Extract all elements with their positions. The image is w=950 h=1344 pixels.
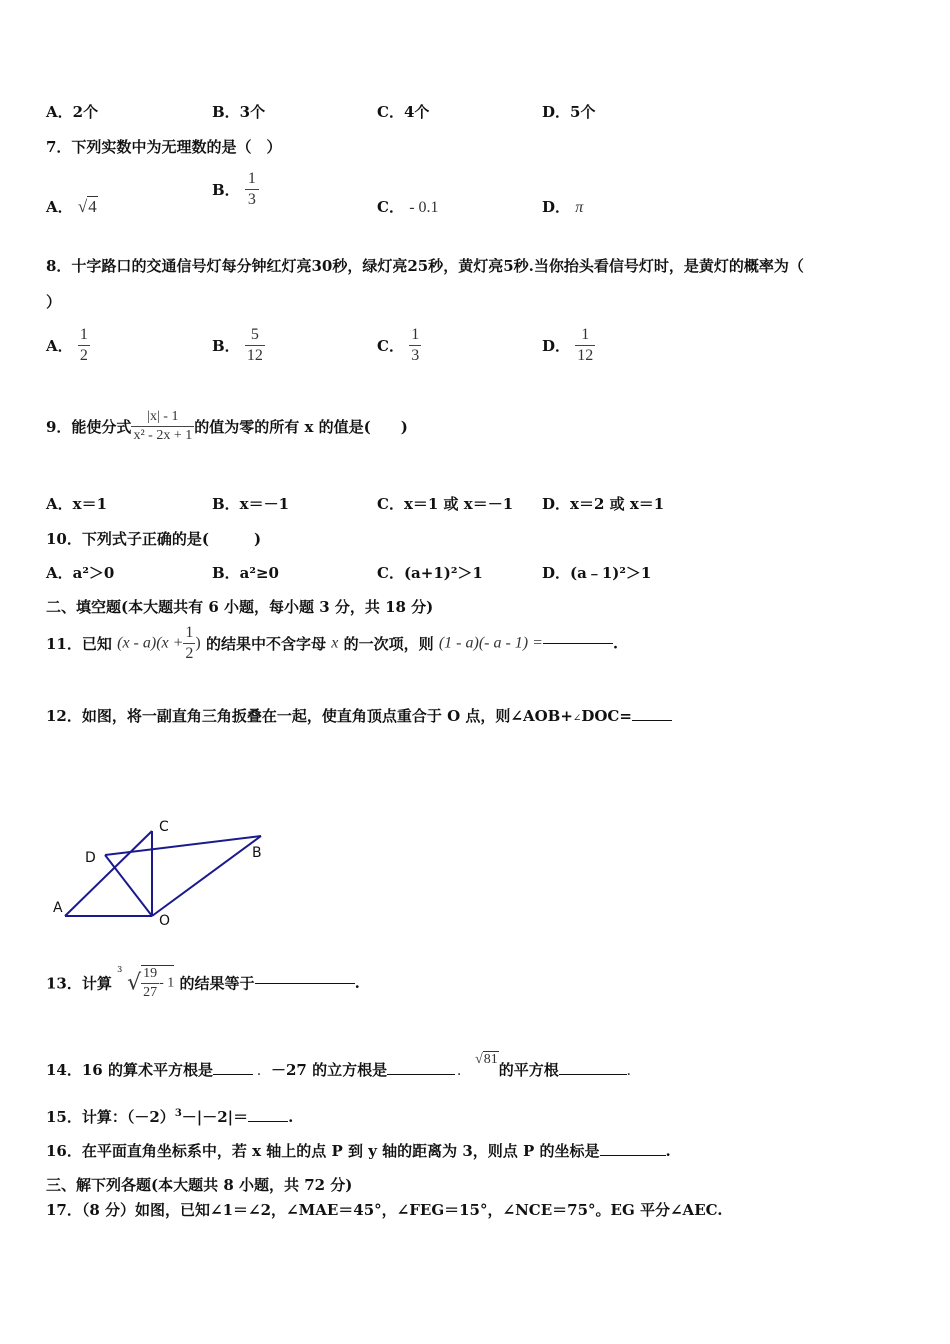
q13-answer-blank[interactable] — [255, 983, 355, 984]
q15-end: . — [288, 1108, 294, 1126]
line-DO — [105, 855, 152, 916]
q7-option-d — [542, 196, 583, 217]
q7-d-value: π — [575, 199, 584, 216]
q14-dot2: . — [457, 1062, 462, 1079]
q12-answer-blank[interactable] — [632, 720, 672, 721]
q15-exp: 3 — [174, 1108, 182, 1119]
q7-c-label: C． — [377, 198, 404, 216]
q11-expr1: (x - a)(x + — [117, 634, 184, 652]
q11-expr1-end: ) — [195, 634, 201, 652]
q16-answer-blank[interactable] — [600, 1155, 666, 1156]
q13-root-index: 3 — [117, 965, 123, 974]
q8-c-num: 1 — [409, 326, 421, 346]
q10-option-c: C．(a+1)²＞1 — [377, 564, 483, 582]
q15-answer-blank[interactable] — [248, 1121, 288, 1122]
q13-frac-den: 27 — [143, 985, 158, 1000]
q13-minus-one: - 1 — [159, 975, 175, 991]
q6-option-b: B．3个 — [212, 103, 266, 121]
q12-stem-text: 12．如图，将一副直角三角扳叠在一起，使直角顶点重合于 O 点，则∠AOB+ — [46, 707, 573, 725]
q10-option-a: A．a²＞0 — [46, 564, 115, 582]
q7-b-label: B． — [212, 181, 240, 199]
q14-blank-1[interactable] — [213, 1074, 253, 1075]
q12-stem-end: DOC= — [581, 707, 632, 725]
q7-d-label: D． — [542, 198, 571, 216]
q12-small-angle: ∠ — [572, 713, 582, 724]
q10-stem: 10．下列式子正确的是( ) — [46, 530, 262, 548]
q7-a-sqrt: √4 — [77, 197, 97, 216]
q8-a-label: A． — [46, 337, 73, 355]
q8-option-b — [212, 326, 265, 365]
q8-b-label: B． — [212, 337, 240, 355]
q15-text: 15．计算：（－2） — [46, 1108, 175, 1126]
q17-stem: 17．（8 分）如图，已知∠1＝∠2，∠MAE＝45°，∠FEG＝15°，∠NCE＝75°。EG 平分∠AEC. — [46, 1201, 723, 1219]
q8-option-a — [46, 326, 90, 365]
q8-a-fraction — [78, 326, 90, 365]
q16-end: . — [665, 1142, 671, 1160]
q8-stem-end: ） — [46, 293, 62, 311]
q14-end: . — [626, 1062, 631, 1079]
q8-option-c — [377, 326, 421, 365]
q11-answer-blank[interactable] — [543, 643, 613, 644]
q11-expr2: (1 - a)(- a - 1) = — [438, 634, 543, 652]
q8-c-fraction — [409, 326, 421, 365]
q8-c-den: 3 — [411, 347, 420, 364]
q11-prefix: 11．已知 — [46, 635, 112, 653]
q11-mid2: 的一次项，则 — [343, 635, 434, 653]
q9-frac-den: x² - 2x + 1 — [133, 428, 193, 443]
q8-c-label: C． — [377, 337, 404, 355]
q8-option-d — [542, 326, 595, 365]
q9-option-a: A．x＝1 — [46, 495, 108, 513]
q14-stem — [46, 1052, 631, 1080]
q7-stem: 7．下列实数中为无理数的是（ ） — [46, 138, 282, 156]
q7-b-num: 1 — [247, 170, 256, 187]
q13-suffix: 的结果等于 — [179, 974, 255, 993]
q7-c-value: - 0.1 — [409, 199, 439, 216]
q14-sqrt: √81 — [475, 1052, 498, 1067]
q7-b-den: 3 — [247, 191, 256, 208]
q13-stem — [46, 965, 360, 1001]
q14-part3: 的平方根 — [498, 1061, 559, 1079]
q13-prefix: 13．计算 — [46, 974, 112, 993]
q12-stem — [46, 705, 672, 726]
q11-frac-den: 2 — [185, 645, 194, 662]
q9-option-c: C．x＝1 或 x＝－1 — [377, 495, 514, 513]
q9-option-b: B．x＝－1 — [212, 495, 290, 513]
q7-option-a — [46, 196, 98, 217]
q11-frac-num: 1 — [183, 624, 195, 644]
label-B: B — [252, 845, 262, 861]
q9-fraction — [131, 409, 194, 444]
q8-b-num: 5 — [245, 326, 265, 346]
q6-option-c: C．4个 — [377, 103, 430, 121]
q12-diagram-lines — [65, 831, 261, 916]
q13-fraction — [141, 966, 159, 1001]
q8-b-den: 12 — [246, 347, 263, 364]
q10-option-d: D．(a﹣1)²＞1 — [542, 564, 652, 582]
q11-var: x — [331, 634, 339, 652]
q14-blank-2[interactable] — [387, 1074, 455, 1075]
line-AC — [65, 831, 152, 916]
q16-text: 16．在平面直角坐标系中，若 x 轴上的点 P 到 y 轴的距离为 3，则点 P 的坐标是 — [46, 1142, 600, 1160]
q8-d-den: 12 — [577, 347, 594, 364]
q9-stem — [46, 409, 408, 444]
q7-a-label: A． — [46, 198, 73, 216]
q8-a-den: 2 — [79, 347, 88, 364]
q14-part2: －27 的立方根是 — [270, 1061, 388, 1079]
q8-b-fraction — [245, 326, 265, 365]
section-3-heading: 三、解下列各题(本大题共 8 小题，共 72 分) — [46, 1176, 353, 1194]
q14-part1: 14．16 的算术平方根是 — [46, 1061, 213, 1079]
q15-stem — [46, 1106, 293, 1127]
q11-mid: 的结果中不含字母 — [205, 635, 326, 653]
q14-blank-3[interactable] — [559, 1074, 627, 1075]
q6-option-d: D．5个 — [542, 103, 596, 121]
q10-option-b: B．a²≥0 — [212, 564, 279, 582]
q9-option-d: D．x＝2 或 x＝1 — [542, 495, 665, 513]
label-D: D — [85, 850, 96, 866]
q9-frac-num: |x| - 1 — [131, 409, 194, 427]
q16-stem — [46, 1140, 671, 1161]
q9-prefix: 9．能使分式 — [46, 418, 132, 436]
q15-rest: －|－2|＝ — [181, 1108, 249, 1126]
q6-option-a: A．2个 — [46, 103, 99, 121]
label-O: O — [159, 913, 171, 929]
q8-d-fraction — [575, 326, 595, 365]
q9-suffix: 的值为零的所有 x 的值是( ) — [194, 418, 408, 436]
q11-end: . — [612, 634, 619, 653]
q13-cube-root: 3 √ $\frac{19}{27}$ - 1 — [117, 965, 175, 1000]
q8-d-label: D． — [542, 337, 571, 355]
q12-triangle-diagram — [40, 815, 280, 930]
q7-b-fraction — [245, 170, 259, 209]
q8-stem: 8．十字路口的交通信号灯每分钟红灯亮30秒，绿灯亮25秒，黄灯亮5秒.当你抬头看信号灯时，是黄灯的概率为（ — [46, 257, 804, 275]
q14-radicand: 81 — [483, 1052, 498, 1067]
q7-option-b — [212, 170, 259, 209]
q7-a-radicand: 4 — [88, 197, 97, 216]
q13-frac-num: 19 — [141, 966, 159, 984]
q8-a-num: 1 — [78, 326, 90, 346]
label-C: C — [159, 819, 169, 835]
q11-fraction — [183, 624, 195, 663]
label-A: A — [53, 900, 63, 916]
q13-end: . — [354, 974, 360, 992]
q7-option-c — [377, 196, 439, 217]
section-2-heading: 二、填空题(本大题共有 6 小题，每小题 3 分，共 18 分) — [46, 598, 434, 616]
q14-dot1: . — [256, 1062, 261, 1079]
q8-d-num: 1 — [575, 326, 595, 346]
q11-stem — [46, 624, 618, 663]
